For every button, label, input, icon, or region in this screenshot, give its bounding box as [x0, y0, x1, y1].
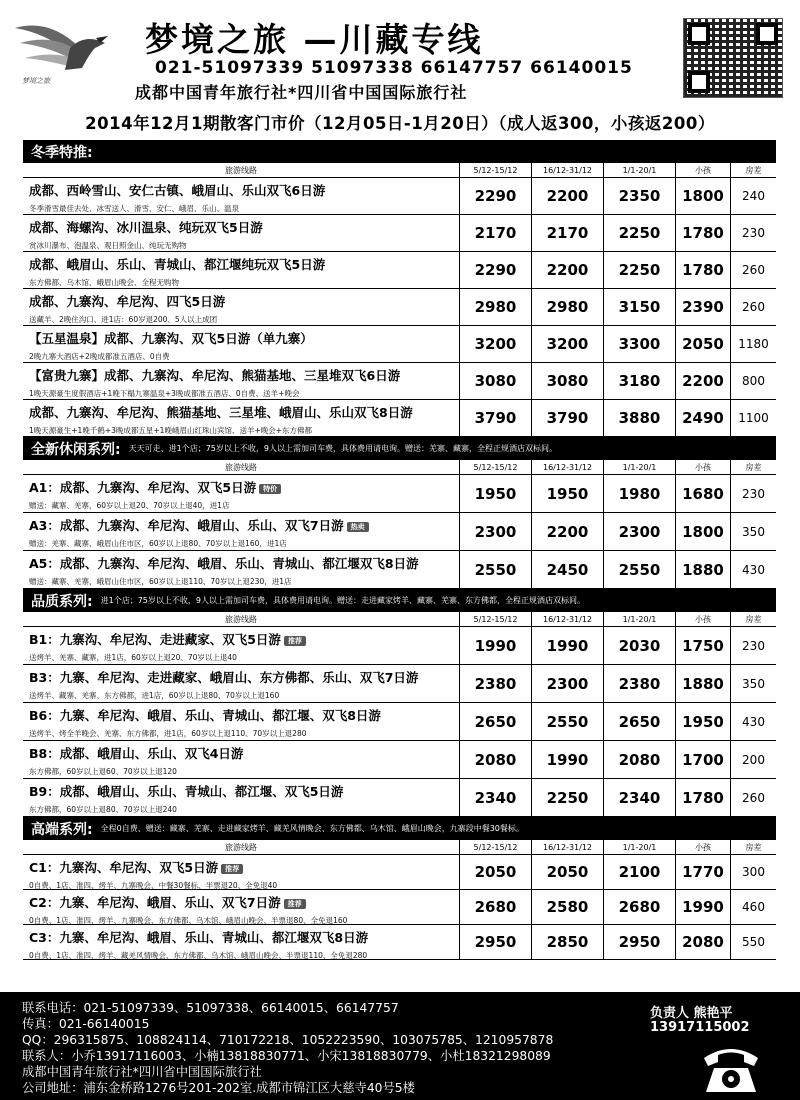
- price-cell: 2300: [460, 513, 532, 550]
- route-details: 赠送：藏寨、羌寨，60岁以上退20、70岁以上退40，进1店: [29, 501, 230, 510]
- price-cell: 1990: [532, 627, 604, 664]
- column-header-row: [23, 163, 776, 178]
- route-details: 送烤羊、烤全羊晚会、羌寨、东方佛都，进1店，60岁以上退110、70岁以上退280: [29, 729, 307, 738]
- route-badge: 热卖: [347, 522, 369, 532]
- table-row: [23, 400, 776, 437]
- price-cell: 2200: [532, 178, 604, 214]
- price-cell: 2680: [460, 890, 532, 924]
- route-details: 0自费、1店、准四、烤羊、九寨晚会、东方佛都、乌木馆、峨眉山晚会、半票退80、全免退160: [29, 916, 348, 924]
- column-header: 旅游线路: [23, 163, 460, 177]
- price-cell: 2490: [676, 400, 731, 436]
- route-details: 送烤羊、羌寨、藏寨，进1店，60岁以上退20、70岁以上退40: [29, 653, 237, 662]
- table-row: [23, 252, 776, 289]
- route-title: [29, 255, 453, 273]
- section-name: 冬季特推:: [31, 144, 93, 161]
- route-cell: [23, 741, 460, 778]
- price-cell: 3200: [460, 326, 532, 362]
- column-header-row: [23, 612, 776, 627]
- route-title: [29, 554, 453, 572]
- price-cell: 200: [742, 752, 765, 767]
- column-header: 房差: [745, 462, 762, 472]
- column-header-row: [23, 460, 776, 475]
- price-cell: 1950: [532, 475, 604, 512]
- table-row: [23, 890, 776, 925]
- route-title: [29, 403, 453, 421]
- route-details: 0自费、1店、准四、烤羊、九寨晚会、中餐30餐标、半票退20、全免退40: [29, 881, 278, 889]
- column-header: 1/1-20/1: [604, 840, 676, 854]
- route-title: [29, 181, 453, 199]
- price-cell: 2300: [532, 665, 604, 702]
- price-cell: 1780: [676, 215, 731, 251]
- column-header: 旅游线路: [23, 612, 460, 626]
- price-cell: 2170: [532, 215, 604, 251]
- section-header: [23, 437, 776, 460]
- header: [0, 0, 800, 108]
- column-header: 旅游线路: [23, 460, 460, 474]
- route-badge: 特价: [259, 484, 281, 494]
- footer-address: 公司地址：浦东金桥路1276号201-202室.成都市锦江区大慈寺40号5楼: [22, 1081, 415, 1095]
- route-title-text: 成都、九寨沟、牟尼沟、熊猫基地、三星堆、峨眉山、乐山双飞8日游: [29, 405, 413, 420]
- route-details: 送藏羊、2晚住沟口、进1店：60岁退200、5人以上成团: [29, 315, 218, 324]
- price-cell: 1950: [676, 703, 731, 740]
- route-title-text: 【富贵九寨】成都、九寨沟、牟尼沟、熊猫基地、三星堆双飞6日游: [29, 368, 401, 383]
- price-title: 2014年12月1期散客门市价（12月05日-1月20日）（成人返300，小孩返200）: [85, 114, 715, 133]
- route-title: [29, 218, 453, 236]
- route-details: 东方佛都、乌木馆、峨眉山晚会、全程无购物: [29, 278, 179, 287]
- price-cell: 2450: [532, 551, 604, 588]
- price-cell: 2650: [604, 703, 676, 740]
- route-cell: [23, 252, 460, 288]
- price-cell: 1100: [738, 411, 769, 425]
- price-cell: 3180: [604, 363, 676, 399]
- footer-manager: 负责人 熊艳平: [650, 1006, 733, 1021]
- price-cell: 2850: [532, 925, 604, 959]
- column-header: 1/1-20/1: [604, 460, 676, 474]
- route-cell: [23, 925, 460, 959]
- route-title: [29, 928, 453, 946]
- route-cell: [23, 326, 460, 362]
- column-header: 房差: [745, 842, 762, 852]
- price-cell: 2050: [676, 326, 731, 362]
- route-badge: 推荐: [284, 899, 306, 909]
- route-details: 冬季滑雪最佳去处、冰雪送人、滑雪、安仁、峨眉、乐山、温泉: [29, 204, 239, 213]
- route-title: [29, 893, 453, 911]
- table-row: [23, 551, 776, 589]
- header-agency: 成都中国青年旅行社*四川省中国国际旅行社: [135, 83, 468, 102]
- price-cell: 240: [742, 189, 765, 203]
- price-cell: 2340: [604, 779, 676, 816]
- column-header: 16/12-31/12: [532, 612, 604, 626]
- price-cell: 1990: [460, 627, 532, 664]
- price-cell: 2250: [604, 252, 676, 288]
- price-cell: 1770: [676, 855, 731, 889]
- price-cell: 2650: [460, 703, 532, 740]
- price-cell: 2980: [460, 289, 532, 325]
- column-header: 小孩: [676, 163, 731, 177]
- column-header: 房差: [745, 614, 762, 624]
- column-header: 16/12-31/12: [532, 840, 604, 854]
- column-header: 旅游线路: [23, 840, 460, 854]
- price-cell: 2350: [604, 178, 676, 214]
- route-title: [29, 782, 453, 800]
- price-cell: 2250: [604, 215, 676, 251]
- route-cell: [23, 703, 460, 740]
- price-cell: 2050: [532, 855, 604, 889]
- logo-caption: 梦境之旅: [22, 77, 50, 85]
- route-title: [29, 668, 453, 686]
- route-title-text: A5：成都、九寨沟、牟尼沟、峨眉、乐山、青城山、都江堰双飞8日游: [29, 556, 419, 571]
- route-details: 2晚九寨大酒店+2晚成都准五酒店、0自费: [29, 352, 170, 361]
- route-title-text: A1：成都、九寨沟、牟尼沟、双飞5日游: [29, 480, 257, 495]
- price-cell: 2080: [676, 925, 731, 959]
- route-title-text: B9：成都、峨眉山、乐山、青城山、都江堰、双飞5日游: [29, 784, 344, 799]
- route-title: [29, 858, 453, 876]
- route-title-text: 成都、西岭雪山、安仁古镇、峨眉山、乐山双飞6日游: [29, 183, 326, 198]
- section-name: 高端系列:: [31, 821, 93, 838]
- column-header: 1/1-20/1: [604, 612, 676, 626]
- price-cell: 3880: [604, 400, 676, 436]
- route-title-text: 成都、九寨沟、牟尼沟、四飞5日游: [29, 294, 226, 309]
- route-title-text: C1：九寨沟、牟尼沟、双飞5日游: [29, 860, 219, 875]
- footer: [0, 992, 800, 1100]
- route-details: 0自费、1店、准四、烤羊、藏羌风情晚会、东方佛都、乌木馆、峨眉山晚会、半票退110、全免退280: [29, 951, 368, 959]
- price-cell: 2100: [604, 855, 676, 889]
- route-title-text: B8：成都、峨眉山、乐山、双飞4日游: [29, 746, 244, 761]
- price-cell: 2290: [460, 252, 532, 288]
- price-cell: 2200: [532, 252, 604, 288]
- route-title-text: 成都、峨眉山、乐山、青城山、都江堰纯玩双飞5日游: [29, 257, 326, 272]
- price-cell: 1750: [676, 627, 731, 664]
- price-cell: 3150: [604, 289, 676, 325]
- price-cell: 800: [742, 374, 765, 388]
- route-details: 东方佛都，60岁以上退60、70岁以上退120: [29, 767, 177, 776]
- price-cell: 1680: [676, 475, 731, 512]
- section-header: [23, 817, 776, 840]
- price-table: [23, 140, 776, 960]
- price-cell: 550: [742, 935, 765, 949]
- table-row: [23, 741, 776, 779]
- price-cell: 230: [742, 226, 765, 240]
- price-cell: 260: [742, 790, 765, 805]
- route-details: 1晚天源豪生+1晚千鹤+3晚成都五星+1晚峨眉山红珠山宾馆、送羊+晚会+东方佛都: [29, 426, 313, 435]
- price-cell: 3080: [532, 363, 604, 399]
- route-cell: [23, 289, 460, 325]
- route-title: [29, 478, 453, 496]
- route-cell: [23, 215, 460, 251]
- section-name: 品质系列:: [31, 593, 93, 610]
- route-badge: 推荐: [284, 636, 306, 646]
- table-row: [23, 855, 776, 890]
- table-row: [23, 665, 776, 703]
- table-row: [23, 513, 776, 551]
- table-row: [23, 326, 776, 363]
- price-cell: 2290: [460, 178, 532, 214]
- price-cell: 1990: [676, 890, 731, 924]
- table-row: [23, 215, 776, 252]
- route-cell: [23, 551, 460, 588]
- route-cell: [23, 665, 460, 702]
- route-title-text: B3：九寨、牟尼沟、走进藏家、峨眉山、东方佛都、乐山、双飞7日游: [29, 670, 419, 685]
- price-cell: 2950: [460, 925, 532, 959]
- route-title-text: C2：九寨、牟尼沟、峨眉、乐山、双飞7日游: [29, 895, 281, 910]
- table-row: [23, 475, 776, 513]
- route-cell: [23, 400, 460, 436]
- price-cell: 1880: [676, 665, 731, 702]
- price-cell: 3790: [532, 400, 604, 436]
- route-title: [29, 292, 453, 310]
- route-details: 1晚天源豪生度假酒店+1晚下榻九寨温泉+3晚成都准五酒店、0自费、送羊+晚会: [29, 389, 300, 398]
- price-cell: 2950: [604, 925, 676, 959]
- qr-code-icon: [683, 18, 783, 98]
- header-phones: 021-51097339 51097338 66147757 66140015: [155, 58, 633, 78]
- column-header: 16/12-31/12: [532, 460, 604, 474]
- route-details: 赠送：藏寨、羌寨，峨眉山住市区，60岁以上退110、70岁以上退230，进1店: [29, 577, 292, 586]
- route-title: [29, 366, 453, 384]
- price-cell: 3300: [604, 326, 676, 362]
- price-cell: 1950: [460, 475, 532, 512]
- price-cell: 3080: [460, 363, 532, 399]
- table-row: [23, 627, 776, 665]
- price-cell: 2250: [532, 779, 604, 816]
- route-details: 送烤羊、藏寨、羌寨、东方佛都，进1店，60岁以上退80、70岁以上退160: [29, 691, 280, 700]
- section-desc: 全程0自费、赠送：藏寨、羌寨、走进藏家烤羊、藏羌风情晚会、东方佛都、乌木馆、峨眉山晚会，九寨段中餐30餐标。: [100, 824, 524, 833]
- table-row: [23, 703, 776, 741]
- route-title-text: B1：九寨沟、牟尼沟、走进藏家、双飞5日游: [29, 632, 281, 647]
- section-name: 全新休闲系列:: [31, 441, 121, 458]
- price-cell: 260: [742, 300, 765, 314]
- route-title-text: A3：成都、九寨沟、牟尼沟、峨眉山、乐山、双飞7日游: [29, 518, 344, 533]
- column-header: 5/12-15/12: [460, 460, 532, 474]
- price-cell: 2080: [604, 741, 676, 778]
- price-cell: 1700: [676, 741, 731, 778]
- route-cell: [23, 855, 460, 889]
- price-cell: 230: [742, 638, 765, 653]
- column-header: 小孩: [676, 460, 731, 474]
- price-cell: 460: [742, 900, 765, 914]
- route-cell: [23, 627, 460, 664]
- route-title: [29, 630, 453, 648]
- footer-fax: 传真：021-66140015: [22, 1017, 150, 1031]
- price-cell: 2680: [604, 890, 676, 924]
- price-cell: 2580: [532, 890, 604, 924]
- price-cell: 1780: [676, 252, 731, 288]
- column-header: 16/12-31/12: [532, 163, 604, 177]
- column-header: 房差: [745, 165, 762, 175]
- column-header: 5/12-15/12: [460, 612, 532, 626]
- price-cell: 2550: [604, 551, 676, 588]
- route-title: [29, 329, 453, 347]
- route-title: [29, 706, 453, 724]
- price-cell: 1980: [604, 475, 676, 512]
- table-row: [23, 779, 776, 817]
- route-title: [29, 516, 453, 534]
- section-desc: 进1个店；75岁以上不收，9人以上需加司车费，具体费用请电询。赠送：走进藏家烤羊、藏寨、羌寨、东方佛都，全程正规酒店双标间。: [100, 596, 585, 605]
- price-cell: 3790: [460, 400, 532, 436]
- price-cell: 1880: [676, 551, 731, 588]
- column-header: 5/12-15/12: [460, 163, 532, 177]
- footer-contacts: 联系人：小乔13917116003、小楠13818830771、小宋13818830779、小杜18321298089: [22, 1049, 551, 1063]
- section-desc: 天天可走、进1个店；75岁以上不收，9人以上需加司车费，具体费用请电询。赠送：羌寨、藏寨，全程正规酒店双标间。: [128, 444, 557, 453]
- price-cell: 2170: [460, 215, 532, 251]
- section-header: [23, 589, 776, 612]
- price-cell: 1800: [676, 178, 731, 214]
- price-cell: 2300: [604, 513, 676, 550]
- price-cell: 300: [742, 865, 765, 879]
- column-header: 小孩: [676, 612, 731, 626]
- telephone-icon: [700, 1040, 762, 1095]
- price-cell: 1800: [676, 513, 731, 550]
- price-cell: 2380: [460, 665, 532, 702]
- route-title-text: C3：九寨、牟尼沟、峨眉、乐山、青城山、都江堰双飞8日游: [29, 930, 369, 945]
- price-cell: 430: [742, 714, 765, 729]
- route-cell: [23, 475, 460, 512]
- route-title: [29, 744, 453, 762]
- price-cell: 3200: [532, 326, 604, 362]
- table-row: [23, 925, 776, 960]
- price-cell: 230: [742, 486, 765, 501]
- route-details: 赠送：羌寨、藏寨、峨眉山住市区，60岁以上退80、70岁以上退160，进1店: [29, 539, 287, 548]
- route-title-text: B6：九寨、牟尼沟、峨眉、乐山、青城山、都江堰、双飞8日游: [29, 708, 381, 723]
- footer-qq: QQ：296315875、108824114、710172218、1052223590、103075785、1210957878: [22, 1033, 554, 1047]
- column-header: 1/1-20/1: [604, 163, 676, 177]
- price-cell: 1180: [738, 337, 769, 351]
- route-badge: 推荐: [221, 864, 243, 874]
- price-cell: 2380: [604, 665, 676, 702]
- section-header: [23, 140, 776, 163]
- route-cell: [23, 779, 460, 816]
- route-cell: [23, 363, 460, 399]
- route-cell: [23, 178, 460, 214]
- price-cell: 2550: [460, 551, 532, 588]
- price-cell: 430: [742, 562, 765, 577]
- price-cell: 2550: [532, 703, 604, 740]
- price-cell: 1780: [676, 779, 731, 816]
- price-cell: 2390: [676, 289, 731, 325]
- column-header: 5/12-15/12: [460, 840, 532, 854]
- route-cell: [23, 890, 460, 924]
- route-details: 赏冰川瀑布、泡温泉、观日照金山、纯玩无购物: [29, 241, 187, 250]
- table-row: [23, 178, 776, 215]
- price-cell: 350: [742, 524, 765, 539]
- route-details: 东方佛都，60岁以上退80、70岁以上退240: [29, 805, 177, 814]
- price-cell: 2030: [604, 627, 676, 664]
- route-cell: [23, 513, 460, 550]
- footer-manager-phone: 13917115002: [650, 1020, 750, 1035]
- price-cell: 2980: [532, 289, 604, 325]
- price-cell: 2200: [532, 513, 604, 550]
- price-cell: 260: [742, 263, 765, 277]
- price-cell: 1990: [532, 741, 604, 778]
- price-cell: 2050: [460, 855, 532, 889]
- column-header-row: [23, 840, 776, 855]
- table-row: [23, 289, 776, 326]
- column-header: 小孩: [676, 840, 731, 854]
- route-title-text: 【五星温泉】成都、九寨沟、双飞5日游（单九寨）: [29, 331, 313, 346]
- price-cell: 2340: [460, 779, 532, 816]
- footer-contact-phone: 联系电话：021-51097339、51097338、66140015、66147757: [22, 1001, 399, 1015]
- price-cell: 2080: [460, 741, 532, 778]
- footer-agency: 成都中国青年旅行社*四川省中国国际旅行社: [22, 1065, 262, 1079]
- brand-title: 梦境之旅 —川藏专线: [145, 20, 484, 59]
- route-title-text: 成都、海螺沟、冰川温泉、纯玩双飞5日游: [29, 220, 263, 235]
- price-cell: 2200: [676, 363, 731, 399]
- table-row: [23, 363, 776, 400]
- price-cell: 350: [742, 676, 765, 691]
